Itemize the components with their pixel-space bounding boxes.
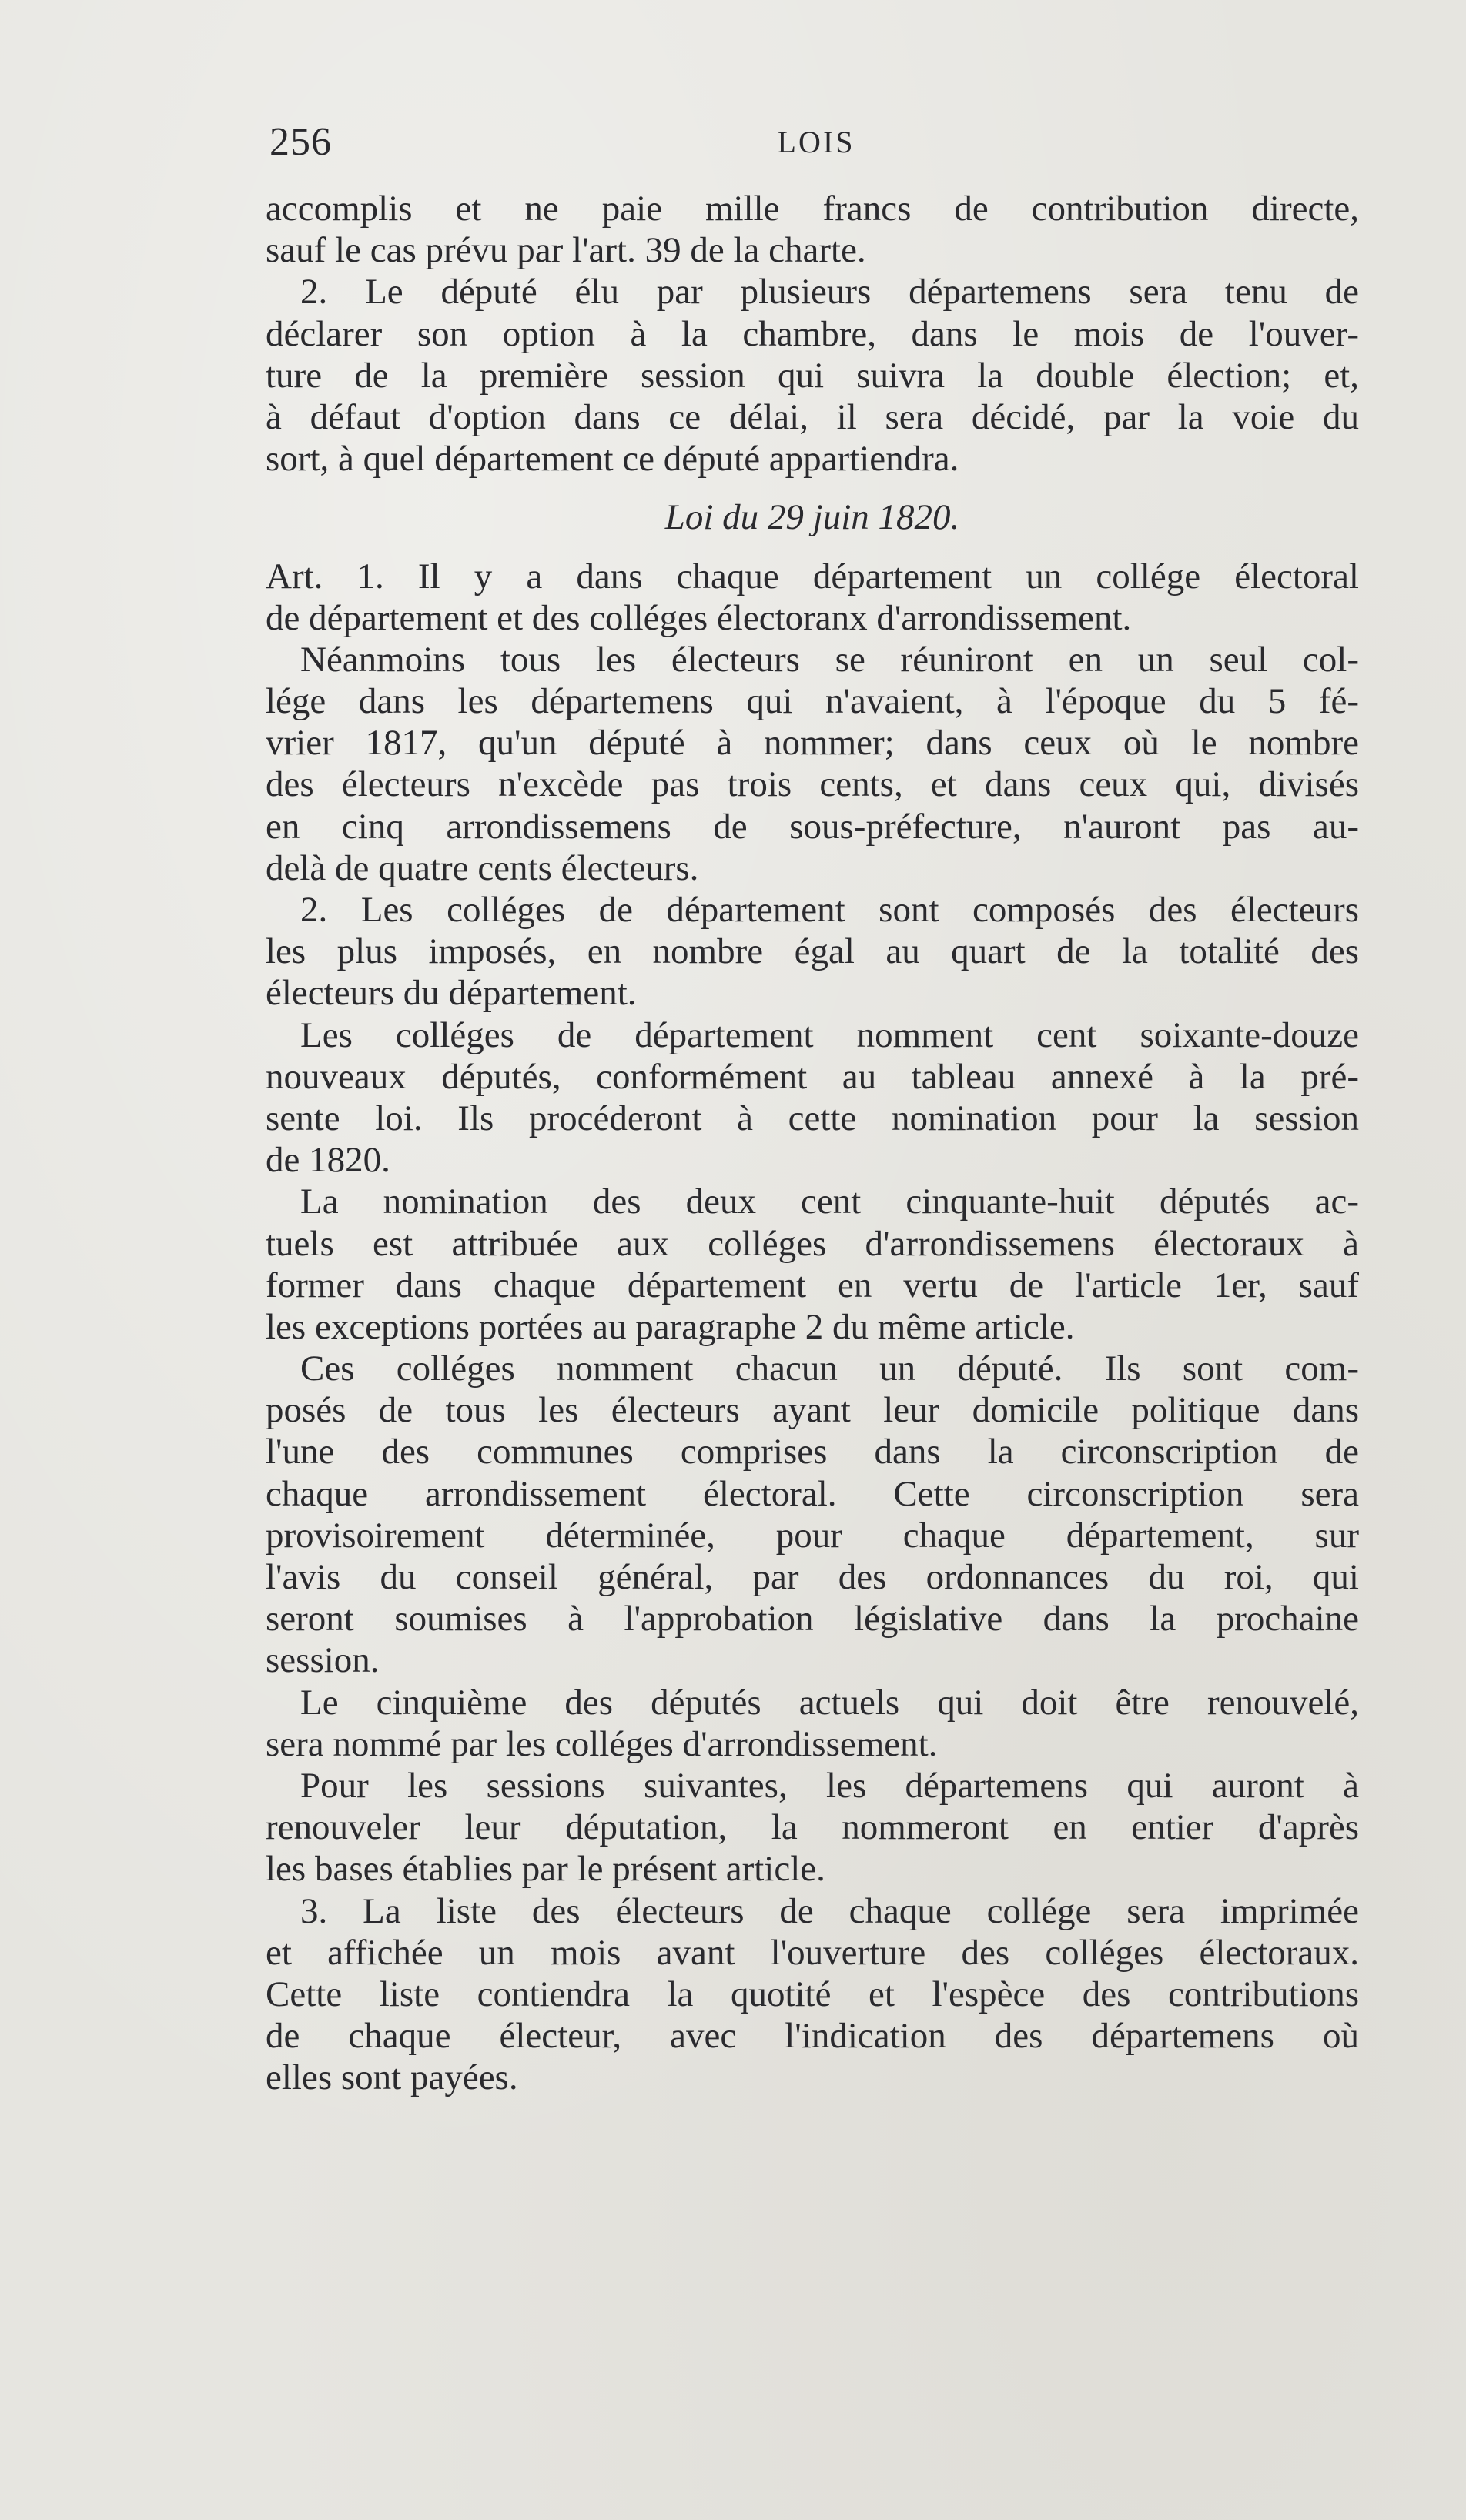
article-2-start: 2. Le député élu par plusieurs départemens sera tenu de [300,272,1359,312]
text-line: sort, à quel département ce député appartiendra. [266,439,959,480]
text-line: et affichée un mois avant l'ouverture des colléges électoraux. [266,1932,1359,1973]
text-line: les plus imposés, en nombre égal au quart de la totalité des [266,931,1359,972]
text-line: de chaque électeur, avec l'indication des départemens où [266,2016,1359,2057]
text-line: les exceptions portées au paragraphe 2 du même article. [266,1306,1075,1347]
paragraph-start: Ces colléges nomment chacun un député. Ils sont com- [300,1349,1359,1389]
text-line: elles sont payées. [266,2057,518,2098]
section-spacer [266,480,1359,496]
text-line: provisoirement déterminée, pour chaque département, sur [266,1515,1359,1556]
text-line: en cinq arrondissemens de sous-préfecture, n'auront pas au- [266,806,1359,847]
text-line: renouveler leur députation, la nommeront en entier d'après [266,1807,1359,1848]
text-line: l'une des communes comprises dans la circonscription de [266,1432,1359,1472]
text-line: l'avis du conseil général, par des ordonnances du roi, qui [266,1557,1359,1597]
text-line: à défaut d'option dans ce délai, il sera décidé, par la voie du [266,396,1359,437]
paragraph-start: La nomination des deux cent cinquante-huit députés ac- [300,1181,1359,1222]
section-spacer [266,539,1359,556]
text-line: lége dans les départemens qui n'avaient, à l'époque du 5 fé- [266,681,1359,722]
text-line: session. [266,1640,380,1681]
text-line: tuels est attribuée aux colléges d'arrondissemens électoraux à [266,1223,1359,1264]
paragraph-start: Le cinquième des députés actuels qui doit être renouvelé, [300,1682,1359,1723]
text-line: des électeurs n'excède pas trois cents, et dans ceux qui, divisés [266,764,1359,805]
text-line: sauf le cas prévu par l'art. 39 de la charte. [266,230,866,271]
page-number: 256 [269,120,332,164]
section-title: Loi du 29 juin 1820. [664,497,960,538]
page-header [269,115,1363,169]
paragraph-start: Néanmoins tous les électeurs se réuniront en un seul col- [300,639,1359,680]
text-line: nouveaux députés, conformément au tableau annexé à la pré- [266,1056,1359,1097]
text-line: déclarer son option à la chambre, dans le mois de l'ouver- [266,313,1359,354]
article-2-start: 2. Les colléges de département sont composés des électeurs [300,890,1359,930]
text-line: ture de la première session qui suivra la double élection; et, [266,355,1359,396]
text-line: électeurs du département. [266,973,637,1014]
body-text [266,188,1359,2098]
text-line: Cette liste contiendra la quotité et l'espèce des contributions [266,1974,1359,2014]
text-line: les bases établies par le présent article. [266,1849,825,1890]
text-line: posés de tous les électeurs ayant leur domicile politique dans [266,1390,1359,1431]
article-1-start: Art. 1. Il y a dans chaque département un collége électoral [266,556,1359,597]
article-3-start: 3. La liste des électeurs de chaque collége sera imprimée [300,1890,1359,1931]
running-head: LOIS [777,125,855,159]
text-line: sente loi. Ils procéderont à cette nomination pour la session [266,1098,1359,1138]
text-line: de département et des colléges électoranx d'arrondissement. [266,597,1132,638]
text-line: de 1820. [266,1140,390,1181]
paragraph-start: Pour les sessions suivantes, les départemens qui auront à [300,1765,1359,1806]
text-line: delà de quatre cents électeurs. [266,847,699,888]
text-line: chaque arrondissement électoral. Cette circonscription sera [266,1473,1359,1514]
text-line: accomplis et ne paie mille francs de contribution directe, [266,189,1359,229]
text-line: former dans chaque département en vertu de l'article 1er, sauf [266,1265,1359,1305]
text-line: sera nommé par les colléges d'arrondissement. [266,1723,938,1764]
text-line: seront soumises à l'approbation législative dans la prochaine [266,1599,1359,1639]
paragraph-start: Les colléges de département nomment cent soixante-douze [300,1014,1359,1055]
text-line: vrier 1817, qu'un député à nommer; dans ceux où le nombre [266,723,1359,764]
